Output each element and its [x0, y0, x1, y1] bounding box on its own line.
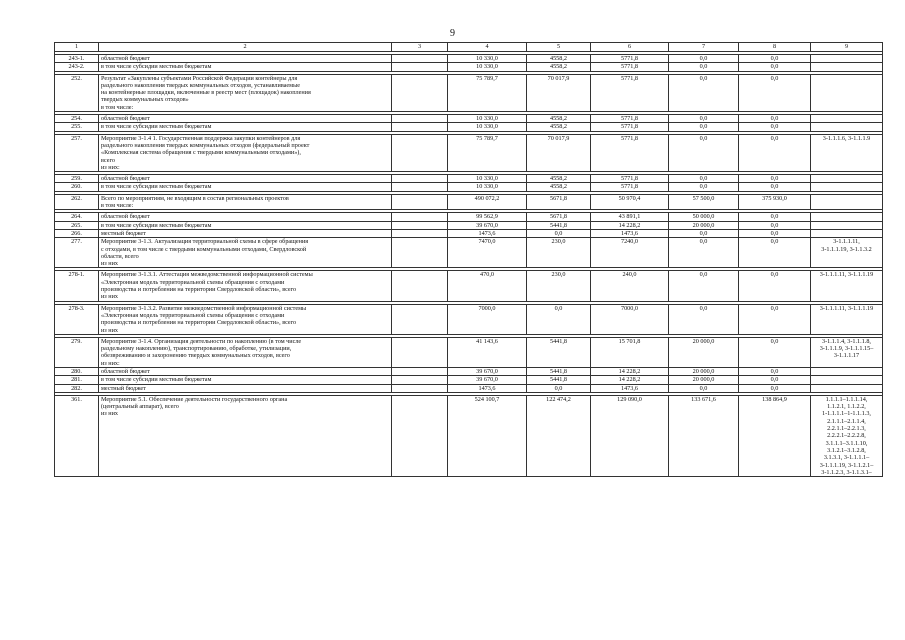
row-description: Мероприятие 3-1.3. Актуализация территориальной схемы в сфере обращения с отходами, в том числе с твердыми коммунальными отходами, Свердловской области, всего из них [99, 238, 392, 268]
row-value-col-6: 129 090,0 [591, 395, 669, 476]
row-target-codes [811, 175, 883, 183]
row-number: 260. [55, 183, 99, 191]
row-target-codes [811, 194, 883, 210]
row-value-col-8: 0,0 [739, 55, 811, 63]
row-total-value: 75 789,7 [448, 74, 527, 111]
row-target-codes [811, 376, 883, 384]
row-value-col-7: 0,0 [669, 304, 739, 334]
row-value-col-6: 5771,8 [591, 74, 669, 111]
row-total-value: 75 789,7 [448, 134, 527, 171]
row-value-col-6: 5771,8 [591, 115, 669, 123]
row-value-col-5: 0,0 [527, 384, 591, 392]
row-col-3 [392, 74, 448, 111]
row-value-col-6: 7240,0 [591, 238, 669, 268]
row-value-col-7: 20 000,0 [669, 376, 739, 384]
row-value-col-6: 15 701,8 [591, 337, 669, 367]
row-number: 282. [55, 384, 99, 392]
row-value-col-7: 0,0 [669, 384, 739, 392]
row-value-col-6: 1473,6 [591, 229, 669, 237]
row-col-3 [392, 115, 448, 123]
row-col-3 [392, 175, 448, 183]
row-value-col-8: 138 864,9 [739, 395, 811, 476]
row-number: 266. [55, 229, 99, 237]
row-target-codes [811, 55, 883, 63]
row-value-col-7: 0,0 [669, 115, 739, 123]
row-value-col-5: 122 474,2 [527, 395, 591, 476]
row-value-col-5: 5671,8 [527, 194, 591, 210]
row-total-value: 39 670,0 [448, 376, 527, 384]
table-row [55, 134, 883, 171]
row-number: 265. [55, 221, 99, 229]
row-target-codes [811, 183, 883, 191]
row-total-value: 41 143,6 [448, 337, 527, 367]
row-col-3 [392, 229, 448, 237]
row-col-3 [392, 376, 448, 384]
row-target-codes: 3-1.1.1.11, 3-1.1.1.19 [811, 271, 883, 301]
row-total-value: 99 562,9 [448, 213, 527, 221]
table-row [55, 123, 883, 131]
row-value-col-8: 0,0 [739, 74, 811, 111]
row-number: 255. [55, 123, 99, 131]
row-value-col-5: 5441,8 [527, 337, 591, 367]
row-value-col-6: 5771,8 [591, 123, 669, 131]
row-description: Мероприятие 3-1.4. Организация деятельности по накоплению (в том числе раздельному накоплению), транспортированию, обработке, утилизации, обезвреживанию и захоронению твердых коммунальных отходов, всего из них: [99, 337, 392, 367]
header-col-9: 9 [811, 43, 883, 52]
row-number: 278-3. [55, 304, 99, 334]
row-value-col-7: 0,0 [669, 238, 739, 268]
table-row [55, 55, 883, 63]
row-col-3 [392, 238, 448, 268]
table-row [55, 376, 883, 384]
row-total-value: 524 100,7 [448, 395, 527, 476]
row-col-3 [392, 395, 448, 476]
header-col-8: 8 [739, 43, 811, 52]
row-total-value: 10 330,0 [448, 63, 527, 71]
header-col-5: 5 [527, 43, 591, 52]
row-number: 257. [55, 134, 99, 171]
table-row [55, 183, 883, 191]
table-row [55, 229, 883, 237]
row-value-col-8: 0,0 [739, 238, 811, 268]
row-total-value: 7470,0 [448, 238, 527, 268]
row-target-codes: 3-1.1.1.6, 3-1.1.1.9 [811, 134, 883, 171]
row-number: 281. [55, 376, 99, 384]
row-value-col-8: 0,0 [739, 134, 811, 171]
row-total-value: 1473,6 [448, 384, 527, 392]
row-value-col-6: 5771,8 [591, 55, 669, 63]
row-value-col-6: 1473,6 [591, 384, 669, 392]
row-target-codes: 3-1.1.1.11, 3-1.1.1.19, 3-1.1.3.2 [811, 238, 883, 268]
table-row [55, 115, 883, 123]
row-target-codes [811, 74, 883, 111]
table-row [55, 271, 883, 301]
row-value-col-5: 4558,2 [527, 183, 591, 191]
row-value-col-8: 0,0 [739, 123, 811, 131]
row-value-col-5: 4558,2 [527, 115, 591, 123]
header-col-2: 2 [99, 43, 392, 52]
table-row [55, 74, 883, 111]
row-number: 279. [55, 337, 99, 367]
row-description: местный бюджет [99, 229, 392, 237]
row-description: Результат «Закуплены субъектами Российской Федерации контейнеры для раздельного накопления твердых коммунальных отходов, устанавливаемые на контейнерные площадки, включенные в реестр мест (площадок) накопления твердых коммунальных отходов» в том числе: [99, 74, 392, 111]
table-row [55, 63, 883, 71]
row-col-3 [392, 367, 448, 375]
row-description: Мероприятие 3-1.4 1. Государственная поддержка закупки контейнеров для раздельного накопления твердых коммунальных отходов (федеральный проект «Комплексная система обращения с твердыми коммунальными отходами»), всего из них: [99, 134, 392, 171]
row-value-col-8: 0,0 [739, 384, 811, 392]
header-col-7: 7 [669, 43, 739, 52]
row-value-col-8: 0,0 [739, 376, 811, 384]
row-value-col-8: 0,0 [739, 271, 811, 301]
page-number: 9 [450, 28, 455, 39]
row-value-col-8: 0,0 [739, 337, 811, 367]
row-target-codes [811, 115, 883, 123]
row-value-col-8: 0,0 [739, 221, 811, 229]
row-description: в том числе субсидии местным бюджетам [99, 63, 392, 71]
row-number: 259. [55, 175, 99, 183]
row-total-value: 39 670,0 [448, 367, 527, 375]
row-value-col-7: 50 000,0 [669, 213, 739, 221]
row-col-3 [392, 123, 448, 131]
row-total-value: 490 072,2 [448, 194, 527, 210]
row-col-3 [392, 384, 448, 392]
row-col-3 [392, 271, 448, 301]
table-body [55, 55, 883, 477]
row-value-col-7: 133 671,6 [669, 395, 739, 476]
row-col-3 [392, 213, 448, 221]
row-number: 278-1. [55, 271, 99, 301]
row-description: местный бюджет [99, 384, 392, 392]
row-number: 361. [55, 395, 99, 476]
row-description: областной бюджет [99, 55, 392, 63]
header-col-6: 6 [591, 43, 669, 52]
row-value-col-5: 70 017,9 [527, 74, 591, 111]
row-value-col-8: 0,0 [739, 183, 811, 191]
row-col-3 [392, 194, 448, 210]
row-description: Мероприятие 5.1. Обеспечение деятельности государственного органа (центральный аппарат), всего из них [99, 395, 392, 476]
row-total-value: 470,0 [448, 271, 527, 301]
row-target-codes: 1.1.1.1–1.1.1.14, 1.1.2.1, 1.1.2.2, 1-1.1.1.1–1-1.1.1.3, 2.1.1.1–2.1.1.4, 2.2.1.1–2.2.1.3, 2.2.2.1–2.2.2.8, 3.1.1.1–3.1.1.10, 3.1.2.1–3.1.2.8, 3.1.3.1, 3-1.1.1.1– 3-1.1.1.19, 3-1.1.2.1– 3-1.1.2.3, 3-1.1.3.1– [811, 395, 883, 476]
row-total-value: 10 330,0 [448, 183, 527, 191]
row-description: областной бюджет [99, 175, 392, 183]
row-value-col-8: 0,0 [739, 367, 811, 375]
row-total-value: 7000,0 [448, 304, 527, 334]
row-value-col-7: 0,0 [669, 55, 739, 63]
row-total-value: 10 330,0 [448, 175, 527, 183]
row-value-col-7: 0,0 [669, 183, 739, 191]
table-row [55, 337, 883, 367]
row-value-col-5: 4558,2 [527, 175, 591, 183]
row-value-col-5: 5441,8 [527, 376, 591, 384]
row-target-codes [811, 367, 883, 375]
row-number: 277. [55, 238, 99, 268]
row-value-col-7: 20 000,0 [669, 221, 739, 229]
row-value-col-7: 0,0 [669, 175, 739, 183]
row-col-3 [392, 304, 448, 334]
row-value-col-5: 230,0 [527, 238, 591, 268]
row-value-col-6: 7000,0 [591, 304, 669, 334]
table-row [55, 367, 883, 375]
row-total-value: 10 330,0 [448, 123, 527, 131]
row-description: Мероприятие 3-1.3.2. Развитие межведомственной информационной системы «Электронная модель территориальной схемы обращения с отходами производства и потребления на территории Свердловской области», всего из них [99, 304, 392, 334]
row-number: 262. [55, 194, 99, 210]
row-number: 264. [55, 213, 99, 221]
table-row [55, 175, 883, 183]
row-target-codes [811, 123, 883, 131]
row-total-value: 10 330,0 [448, 55, 527, 63]
row-description: областной бюджет [99, 115, 392, 123]
row-value-col-5: 5441,8 [527, 367, 591, 375]
header-col-1: 1 [55, 43, 99, 52]
row-value-col-8: 375 930,0 [739, 194, 811, 210]
row-description: в том числе субсидии местным бюджетам [99, 376, 392, 384]
row-col-3 [392, 55, 448, 63]
row-target-codes [811, 384, 883, 392]
row-value-col-5: 70 017,9 [527, 134, 591, 171]
row-description: Мероприятие 3-1.3.1. Аттестация межведомственной информационной системы «Электронная модель территориальной схемы обращения с отходами производства и потребления на территории Свердловской области», всего из них [99, 271, 392, 301]
row-value-col-5: 4558,2 [527, 123, 591, 131]
row-value-col-7: 20 000,0 [669, 367, 739, 375]
row-value-col-7: 20 000,0 [669, 337, 739, 367]
row-value-col-5: 4558,2 [527, 55, 591, 63]
row-col-3 [392, 337, 448, 367]
row-value-col-6: 14 228,2 [591, 367, 669, 375]
row-total-value: 10 330,0 [448, 115, 527, 123]
row-value-col-6: 5771,8 [591, 183, 669, 191]
row-description: Всего по мероприятиям, не входящим в состав региональных проектов в том числе: [99, 194, 392, 210]
row-target-codes: 3-1.1.1.4, 3-1.1.1.8, 3-1.1.1.9, 3-1.1.1.15– 3-1.1.1.17 [811, 337, 883, 367]
row-value-col-5: 4558,2 [527, 63, 591, 71]
header-row [55, 43, 883, 52]
row-value-col-7: 0,0 [669, 134, 739, 171]
table-row [55, 213, 883, 221]
row-value-col-8: 0,0 [739, 115, 811, 123]
header-col-3: 3 [392, 43, 448, 52]
row-value-col-8: 0,0 [739, 213, 811, 221]
row-value-col-6: 50 970,4 [591, 194, 669, 210]
table-row [55, 384, 883, 392]
header-col-4: 4 [448, 43, 527, 52]
row-description: областной бюджет [99, 367, 392, 375]
row-value-col-8: 0,0 [739, 175, 811, 183]
row-value-col-6: 43 891,1 [591, 213, 669, 221]
row-target-codes [811, 229, 883, 237]
row-value-col-8: 0,0 [739, 229, 811, 237]
budget-table [54, 42, 883, 477]
row-value-col-5: 0,0 [527, 304, 591, 334]
row-value-col-7: 0,0 [669, 63, 739, 71]
row-value-col-5: 5671,8 [527, 213, 591, 221]
row-value-col-5: 0,0 [527, 229, 591, 237]
row-value-col-8: 0,0 [739, 63, 811, 71]
row-value-col-6: 5771,8 [591, 134, 669, 171]
row-value-col-6: 14 228,2 [591, 221, 669, 229]
row-value-col-5: 230,0 [527, 271, 591, 301]
row-number: 243-1. [55, 55, 99, 63]
row-description: в том числе субсидии местным бюджетам [99, 221, 392, 229]
row-value-col-6: 14 228,2 [591, 376, 669, 384]
row-total-value: 1473,6 [448, 229, 527, 237]
row-target-codes [811, 63, 883, 71]
row-total-value: 39 670,0 [448, 221, 527, 229]
table-row [55, 194, 883, 210]
row-description: областной бюджет [99, 213, 392, 221]
row-value-col-5: 5441,8 [527, 221, 591, 229]
row-col-3 [392, 183, 448, 191]
table-row [55, 304, 883, 334]
row-value-col-7: 0,0 [669, 229, 739, 237]
row-description: в том числе субсидии местным бюджетам [99, 183, 392, 191]
row-value-col-7: 0,0 [669, 271, 739, 301]
row-value-col-8: 0,0 [739, 304, 811, 334]
row-target-codes: 3-1.1.1.11, 3-1.1.1.19 [811, 304, 883, 334]
row-value-col-7: 0,0 [669, 123, 739, 131]
table-row [55, 221, 883, 229]
table-row [55, 238, 883, 268]
row-col-3 [392, 134, 448, 171]
row-target-codes [811, 213, 883, 221]
row-number: 252. [55, 74, 99, 111]
row-value-col-6: 5771,8 [591, 63, 669, 71]
row-target-codes [811, 221, 883, 229]
row-value-col-7: 57 500,0 [669, 194, 739, 210]
row-value-col-6: 240,0 [591, 271, 669, 301]
row-number: 280. [55, 367, 99, 375]
row-col-3 [392, 221, 448, 229]
row-col-3 [392, 63, 448, 71]
row-number: 243-2. [55, 63, 99, 71]
row-value-col-6: 5771,8 [591, 175, 669, 183]
row-value-col-7: 0,0 [669, 74, 739, 111]
row-description: в том числе субсидии местным бюджетам [99, 123, 392, 131]
table-row [55, 395, 883, 476]
row-number: 254. [55, 115, 99, 123]
